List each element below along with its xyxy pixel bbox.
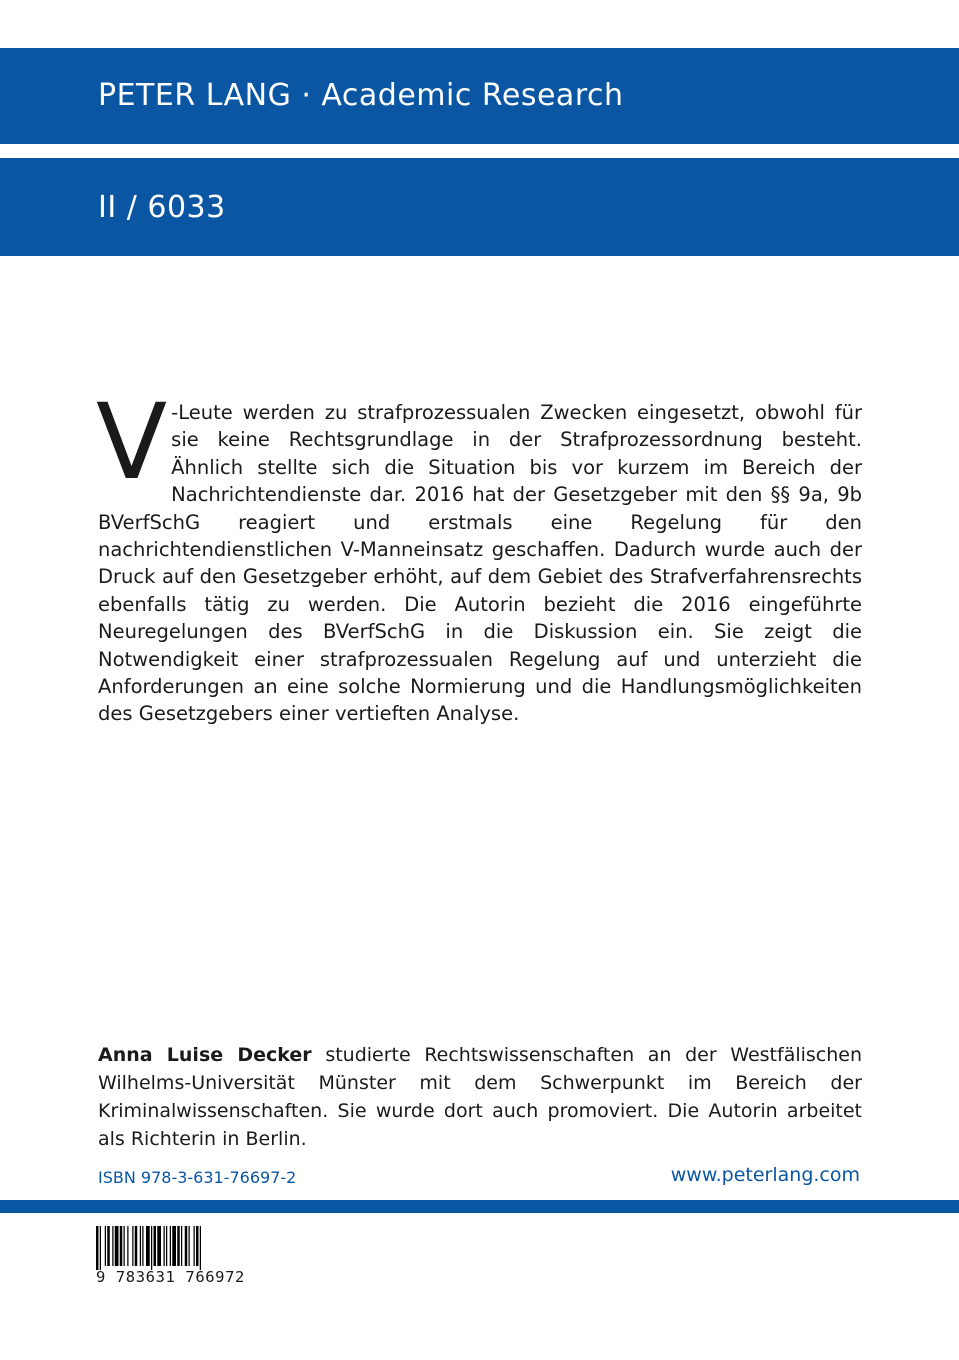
barcode-bar [154,1226,157,1266]
isbn: ISBN 978-3-631-76697-2 [98,1168,297,1187]
barcode-bar [157,1226,161,1266]
barcode-bar [124,1226,125,1266]
blurb-text: -Leute werden zu strafprozessualen Zwecken eingesetzt, obwohl für sie keine Rechtsgrundlage in der Strafprozessordnung besteht. Ähnlich stellte sich die Situation bis vor kurzem im Bereich der Nachrichtendienste dar. 2016 hat der Gesetzgeber mit den §§ 9a, 9b BVerfSchG reagiert und erstmals eine Regelung für den nachrichtendienstlichen V-Manneinsatz geschaffen. Dadurch wurde auch der Druck auf den Gesetzgeber erhöht, auf dem Gebiet des Strafverfahrensrechts ebenfalls tätig zu werden. Die Autorin bezieht die 2016 eingeführte Neuregelungen des BVerfSchG in die Diskussion ein. Sie zeigt die Notwendigkeit einer strafprozessualen Regelung auf und unterzieht die Anforderungen an eine solche Normierung und die Handlungsmöglichkeiten des Gesetzgebers einer vertieften Analyse. [98,401,862,726]
author-bio [98,1041,862,1153]
bottom-rule [0,1200,959,1213]
header-band [0,48,959,144]
barcode-bar [107,1226,110,1266]
publisher-line: PETER LANG · Academic Research [98,78,624,113]
website-link[interactable]: www.peterlang.com [670,1164,860,1186]
barcode-bar [146,1226,150,1266]
barcode-bar [112,1226,113,1266]
barcode-bar [172,1226,176,1266]
barcode-bar [166,1226,167,1266]
barcode-bar [100,1226,101,1270]
series-band [0,158,959,256]
barcode-bar [127,1226,128,1266]
barcode-bar [181,1226,182,1266]
barcode-bar [132,1226,133,1266]
barcode-bar [164,1226,165,1266]
barcode-bar [140,1226,141,1266]
barcode-bar [170,1226,171,1266]
series-number: II / 6033 [98,190,226,225]
bio-text: studierte Rechtswissenschaften an der Westfälischen Wilhelms-Universität Münster mit dem Schwerpunkt im Bereich der Kriminalwissenschaften. Sie wurde dort auch promoviert. Die Autorin arbeitet als Richterin in Berlin. [98,1044,863,1150]
book-blurb [96,381,862,728]
barcode-bar [105,1226,106,1266]
barcode-bar [196,1226,199,1266]
barcode-bar [185,1226,188,1266]
barcode-bar [200,1226,201,1270]
barcode-bar [96,1226,99,1270]
author-name: Anna Luise Decker [98,1044,312,1066]
barcode-bar [194,1226,195,1266]
barcode-digits: 9 783631 766972 [96,1268,245,1286]
barcode-bar [189,1226,190,1266]
barcode-bar [115,1226,119,1266]
barcode-bar [142,1226,143,1266]
drop-cap: V [96,381,168,503]
barcode-bar [177,1226,180,1266]
barcode-bar [135,1226,138,1266]
barcode-bar [120,1226,123,1266]
barcode-bar [151,1226,152,1270]
barcode-bars [94,1226,294,1270]
